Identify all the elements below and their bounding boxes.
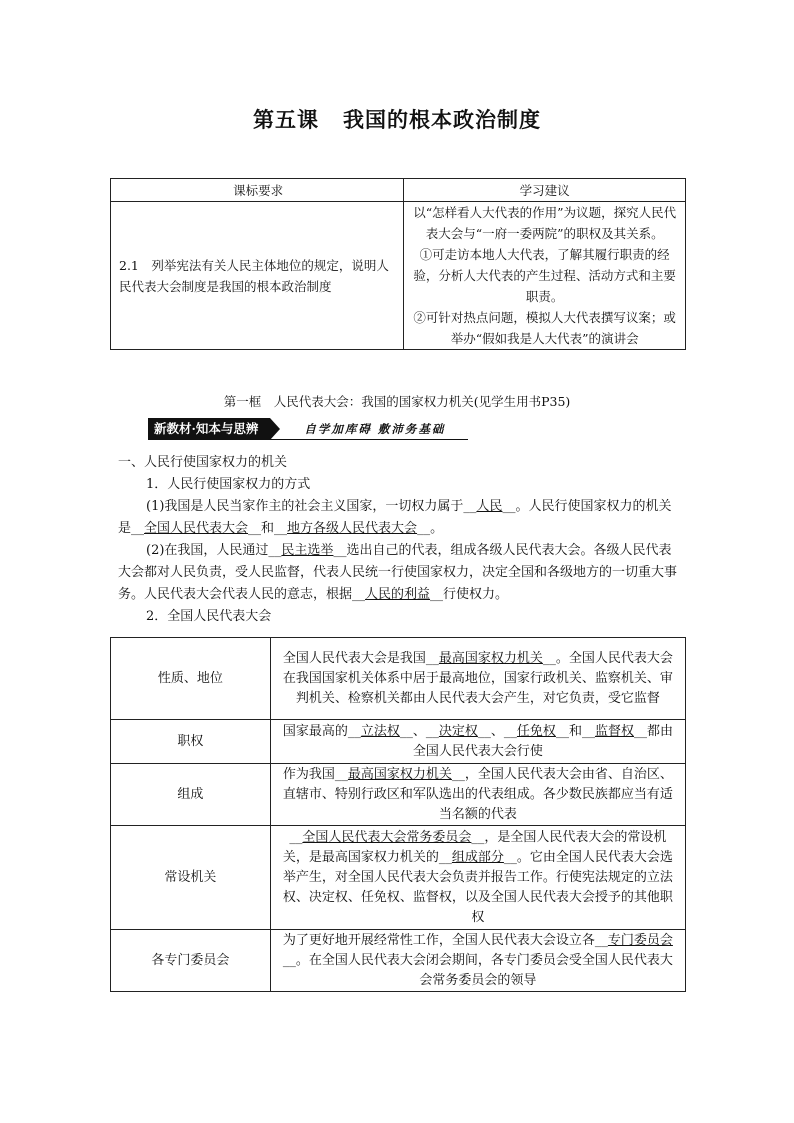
subheading-2: 2．全国人民代表大会 [146, 609, 272, 624]
row-content-powers: 国家最高的__立法权__、__决定权__、__任免权__和__监督权__都由全国人民代表大会行使 [270, 720, 685, 764]
blank-answer: 人民的利益 [365, 587, 431, 602]
row-label-committees: 各专门委员会 [111, 930, 271, 992]
blank-answer: 任免权 [516, 723, 556, 739]
requirement-cell: 2.1 列举宪法有关人民主体地位的规定，说明人民代表大会制度是我国的根本政治制度 [111, 202, 404, 350]
row-content-nature: 全国人民代表大会是我国__最高国家权力机关__。全国人民代表大会在我国国家机关体系中居于最高地位，国家行政机关、监察机关、审判机关、检察机关都由人民代表大会产生，对它负责，受它监督 [270, 638, 685, 720]
page-title [0, 104, 794, 134]
paragraph-2: (2)在我国，人民通过__民主选举__选出自己的代表，组成各级人民代表大会。各级人民代表大会都对人民负责，受人民监督，代表人民统一行使国家权力，决定全国和各级地方的一切重大事务。人民代表大会代表人民的意志，根据__人民的利益__行使权力。 [118, 543, 678, 602]
row-content-composition: 作为我国__最高国家权力机关__，全国人民代表大会由省、自治区、直辖市、特别行政区和军队选出的代表组成。各少数民族都应当有适当名额的代表 [270, 764, 685, 826]
row-label-powers: 职权 [111, 720, 271, 764]
paragraph-1: (1)我国是人民当家作主的社会主义国家，一切权力属于__人民__。人民行使国家权力的机关是__全国人民代表大会__和__地方各级人民代表大会__。 [118, 499, 672, 536]
curriculum-table [110, 178, 686, 350]
suggestion-1: ①可走访本地人大代表，了解其履行职责的经验，分析人大代表的产生过程、活动方式和主要职责。 [413, 247, 676, 304]
header-requirements: 课标要求 [111, 179, 404, 202]
subheading-1: 1．人民行使国家权力的方式 [146, 477, 311, 492]
section-banner [148, 418, 445, 440]
header-suggestions: 学习建议 [404, 179, 686, 202]
blank-answer: 立法权 [360, 723, 400, 739]
banner-divider [148, 439, 468, 440]
suggestion-cell [404, 202, 686, 350]
row-content-committees: 为了更好地开展经常性工作，全国人民代表大会设立各__专门委员会__。在全国人民代表大会闭会期间，各专门委员会受全国人民代表大会常务委员会的领导 [270, 930, 685, 992]
blank-answer: 人民 [476, 499, 503, 514]
banner-slogan: 自学加库碍 敷沛务基础 [304, 422, 446, 436]
row-label-nature: 性质、地位 [111, 638, 271, 720]
title-lesson: 第五课 [253, 107, 319, 132]
blank-answer: 民主选举 [281, 543, 334, 558]
blank-answer: 组成部分 [451, 849, 504, 865]
blank-answer: 全国人民代表大会常务委员会 [302, 829, 472, 845]
section-body [118, 452, 678, 628]
blank-answer: 全国人民代表大会 [144, 521, 249, 536]
row-label-composition: 组成 [111, 764, 271, 826]
section-subtitle: 第一框 人民代表大会：我国的国家权力机关(见学生用书P35) [223, 394, 571, 409]
blank-answer: 最高国家权力机关 [347, 766, 452, 782]
blank-answer: 最高国家权力机关 [438, 650, 543, 666]
row-content-standing-body: __全国人民代表大会常务委员会__，是全国人民代表大会的常设机关，是最高国家权力机关的__组成部分__。它由全国人民代表大会选举产生，对全国人民代表大会负责并报告工作。行使宪法规定的立法权、决定权、任免权、监督权，以及全国人民代表大会授予的其他职权 [270, 826, 685, 930]
suggestion-0: 以“怎样看人大代表的作用”为议题，探究人民代表大会与“一府一委两院”的职权及其关系。 [413, 205, 677, 241]
blank-answer: 地方各级人民代表大会 [287, 521, 418, 536]
suggestion-2: ②可针对热点问题，模拟人大代表撰写议案；或举办“假如我是人大代表”的演讲会 [413, 310, 676, 346]
blank-answer: 专门委员会 [607, 932, 673, 948]
blank-answer: 决定权 [438, 723, 478, 739]
row-label-standing-body: 常设机关 [111, 826, 271, 930]
blank-answer: 监督权 [594, 723, 634, 739]
npc-table [110, 637, 686, 992]
title-topic: 我国的根本政治制度 [343, 107, 541, 132]
section-heading: 一、人民行使国家权力的机关 [118, 455, 288, 470]
banner-badge: 新教材·知本与思辨 [148, 418, 270, 440]
